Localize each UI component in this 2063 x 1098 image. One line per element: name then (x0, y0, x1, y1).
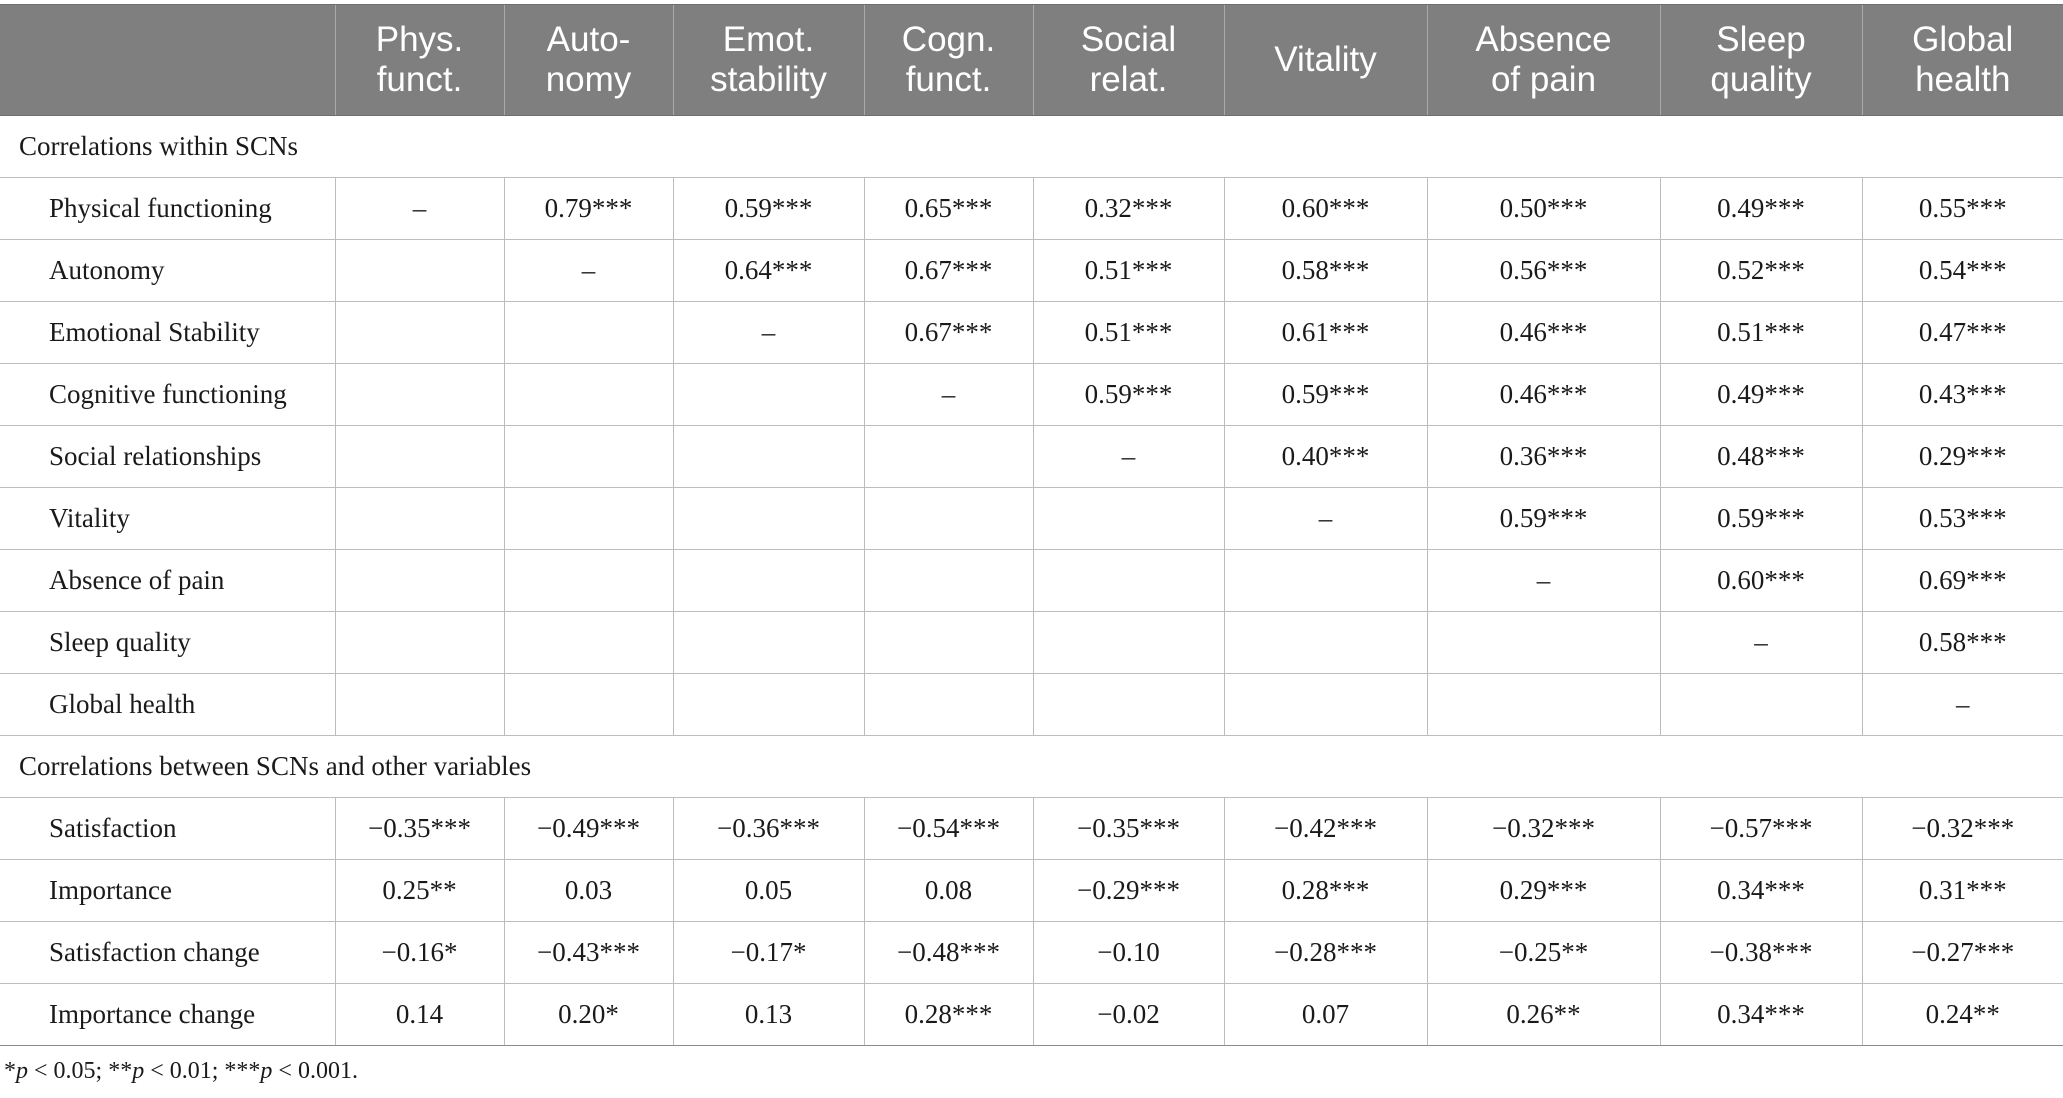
footnote-p-symbol: p (132, 1058, 145, 1084)
table-cell (1427, 612, 1660, 674)
table-cell: 0.28*** (1224, 860, 1427, 922)
table-cell: 0.51*** (1033, 302, 1224, 364)
table-cell (1033, 612, 1224, 674)
table-cell: 0.61*** (1224, 302, 1427, 364)
table-body (0, 116, 2063, 1046)
table-row (0, 302, 2063, 364)
table-cell (335, 550, 504, 612)
footnote-stars: ** (108, 1058, 133, 1084)
table-cell (864, 426, 1033, 488)
table-cell (864, 550, 1033, 612)
header-corner-cell (0, 5, 335, 116)
table-cell: 0.03 (504, 860, 673, 922)
table-row (0, 488, 2063, 550)
row-label: Importance (0, 860, 335, 922)
table-cell: −0.35*** (335, 798, 504, 860)
table-cell: – (1033, 426, 1224, 488)
table-cell: 0.08 (864, 860, 1033, 922)
table-cell (673, 488, 864, 550)
table-cell: 0.46*** (1427, 364, 1660, 426)
table-cell (1033, 488, 1224, 550)
table-cell: 0.51*** (1660, 302, 1862, 364)
row-label: Satisfaction change (0, 922, 335, 984)
table-cell (673, 364, 864, 426)
table-cell: 0.36*** (1427, 426, 1660, 488)
table-cell: 0.53*** (1862, 488, 2063, 550)
table-cell: −0.38*** (1660, 922, 1862, 984)
footnote-stars: * (4, 1058, 16, 1084)
table-cell (864, 488, 1033, 550)
table-cell: −0.54*** (864, 798, 1033, 860)
table-row (0, 674, 2063, 736)
table-cell: 0.58*** (1224, 240, 1427, 302)
table-cell (504, 426, 673, 488)
row-label: Emotional Stability (0, 302, 335, 364)
table-row (0, 364, 2063, 426)
column-header-line2: stability (710, 60, 827, 99)
footnote-threshold: < 0.05; (28, 1058, 109, 1084)
table-cell (673, 426, 864, 488)
table-cell: 0.59*** (1224, 364, 1427, 426)
table-cell: – (1660, 612, 1862, 674)
table-cell: 0.20* (504, 984, 673, 1046)
table-row (0, 426, 2063, 488)
table-cell: 0.67*** (864, 240, 1033, 302)
table-cell: 0.59*** (673, 178, 864, 240)
table-cell: 0.79*** (504, 178, 673, 240)
table-cell: – (1224, 488, 1427, 550)
row-label: Physical functioning (0, 178, 335, 240)
table-cell: −0.35*** (1033, 798, 1224, 860)
table-cell: −0.29*** (1033, 860, 1224, 922)
column-header-line1: Absence (1475, 20, 1612, 59)
table-cell (1224, 612, 1427, 674)
row-label: Cognitive functioning (0, 364, 335, 426)
section-title: Correlations between SCNs and other variables (0, 736, 2063, 798)
table-cell (335, 426, 504, 488)
column-header (1033, 5, 1224, 116)
table-cell (673, 612, 864, 674)
table-cell: −0.28*** (1224, 922, 1427, 984)
table-cell: – (1427, 550, 1660, 612)
table-cell: – (504, 240, 673, 302)
table-row (0, 550, 2063, 612)
column-header-line1: Emot. (722, 20, 815, 59)
column-header (1427, 5, 1660, 116)
table-cell: 0.59*** (1660, 488, 1862, 550)
row-label: Importance change (0, 984, 335, 1046)
significance-footnote (4, 1058, 358, 1085)
column-header (1660, 5, 1862, 116)
table-cell: 0.67*** (864, 302, 1033, 364)
table-row (0, 612, 2063, 674)
table-cell: – (673, 302, 864, 364)
row-label: Autonomy (0, 240, 335, 302)
table-cell: 0.34*** (1660, 984, 1862, 1046)
row-label: Absence of pain (0, 550, 335, 612)
table-cell: 0.07 (1224, 984, 1427, 1046)
column-header (1224, 5, 1427, 116)
table-cell: 0.59*** (1033, 364, 1224, 426)
table-cell: 0.40*** (1224, 426, 1427, 488)
table-cell (504, 302, 673, 364)
table-cell: 0.54*** (1862, 240, 2063, 302)
table-cell: 0.69*** (1862, 550, 2063, 612)
table-cell: – (1862, 674, 2063, 736)
table-cell: 0.32*** (1033, 178, 1224, 240)
table-cell (335, 612, 504, 674)
table-cell: −0.49*** (504, 798, 673, 860)
table-cell: 0.25** (335, 860, 504, 922)
table-cell: 0.29*** (1862, 426, 2063, 488)
table-cell (1224, 674, 1427, 736)
footnote-stars: *** (224, 1058, 261, 1084)
table-cell (504, 612, 673, 674)
column-header (504, 5, 673, 116)
table-cell (673, 550, 864, 612)
column-header-line2: funct. (905, 60, 992, 99)
column-header-line1: Cogn. (901, 20, 996, 59)
column-header-line1: Phys. (375, 20, 464, 59)
table-cell: 0.46*** (1427, 302, 1660, 364)
table-cell: −0.48*** (864, 922, 1033, 984)
table-cell: 0.49*** (1660, 364, 1862, 426)
column-header-line2: quality (1710, 60, 1812, 99)
table-cell: 0.64*** (673, 240, 864, 302)
table-cell: 0.59*** (1427, 488, 1660, 550)
table-cell: 0.55*** (1862, 178, 2063, 240)
row-label: Vitality (0, 488, 335, 550)
column-header (673, 5, 864, 116)
row-label: Social relationships (0, 426, 335, 488)
table-row (0, 240, 2063, 302)
table-cell: 0.52*** (1660, 240, 1862, 302)
table-cell: 0.51*** (1033, 240, 1224, 302)
column-header-line2: funct. (376, 60, 463, 99)
footnote-threshold: < 0.01; (144, 1058, 225, 1084)
table-cell: 0.14 (335, 984, 504, 1046)
table-cell (335, 364, 504, 426)
table-cell: −0.16* (335, 922, 504, 984)
table-cell: 0.65*** (864, 178, 1033, 240)
table-cell (673, 674, 864, 736)
table-cell (1427, 674, 1660, 736)
table-cell: 0.26** (1427, 984, 1660, 1046)
table-cell: 0.50*** (1427, 178, 1660, 240)
table-cell (864, 612, 1033, 674)
column-header-line2: relat. (1089, 60, 1168, 99)
table-cell (335, 240, 504, 302)
column-header-line2: nomy (545, 60, 632, 99)
table-header (0, 5, 2063, 116)
table-cell: 0.58*** (1862, 612, 2063, 674)
table-row (0, 178, 2063, 240)
table-cell (504, 674, 673, 736)
table-cell (335, 488, 504, 550)
table-cell (1224, 550, 1427, 612)
correlation-table (0, 4, 2063, 1046)
table-cell (1033, 550, 1224, 612)
table-cell: −0.42*** (1224, 798, 1427, 860)
column-header-line1: Vitality (1274, 40, 1377, 79)
table-cell (335, 302, 504, 364)
table-cell: 0.60*** (1224, 178, 1427, 240)
header-row (0, 5, 2063, 116)
column-header-line1: Global (1912, 20, 2014, 59)
table-row (0, 922, 2063, 984)
row-label: Sleep quality (0, 612, 335, 674)
table-cell (504, 488, 673, 550)
table-cell: 0.48*** (1660, 426, 1862, 488)
table-row (0, 984, 2063, 1046)
column-header-line1: Sleep (1716, 20, 1806, 59)
table-cell (1033, 674, 1224, 736)
table-cell: −0.43*** (504, 922, 673, 984)
table-cell: 0.47*** (1862, 302, 2063, 364)
table-cell: −0.32*** (1427, 798, 1660, 860)
table-cell: 0.60*** (1660, 550, 1862, 612)
table-cell: −0.02 (1033, 984, 1224, 1046)
table-cell (1660, 674, 1862, 736)
table-cell: – (864, 364, 1033, 426)
table-cell: −0.57*** (1660, 798, 1862, 860)
table-row (0, 798, 2063, 860)
column-header (1862, 5, 2063, 116)
footnote-threshold: < 0.001. (272, 1058, 358, 1084)
section-row (0, 736, 2063, 798)
table-cell: 0.24** (1862, 984, 2063, 1046)
column-header-line1: Social (1080, 20, 1177, 59)
table-cell: −0.36*** (673, 798, 864, 860)
column-header (335, 5, 504, 116)
column-header-line1: Auto- (546, 20, 631, 59)
table-cell: −0.32*** (1862, 798, 2063, 860)
table-cell (864, 674, 1033, 736)
table-cell: 0.28*** (864, 984, 1033, 1046)
column-header (864, 5, 1033, 116)
table-cell: −0.17* (673, 922, 864, 984)
section-row (0, 116, 2063, 178)
table-cell: – (335, 178, 504, 240)
row-label: Global health (0, 674, 335, 736)
table-cell: 0.29*** (1427, 860, 1660, 922)
table-cell: −0.25** (1427, 922, 1660, 984)
table-cell: 0.34*** (1660, 860, 1862, 922)
table-cell: −0.27*** (1862, 922, 2063, 984)
table-cell: −0.10 (1033, 922, 1224, 984)
table-cell: 0.05 (673, 860, 864, 922)
table-row (0, 860, 2063, 922)
table-cell (335, 674, 504, 736)
table-cell (504, 550, 673, 612)
footnote-p-symbol: p (16, 1058, 28, 1084)
table-cell: 0.49*** (1660, 178, 1862, 240)
table-cell (504, 364, 673, 426)
table-cell: 0.43*** (1862, 364, 2063, 426)
table-cell: 0.13 (673, 984, 864, 1046)
row-label: Satisfaction (0, 798, 335, 860)
table-cell: 0.31*** (1862, 860, 2063, 922)
section-title: Correlations within SCNs (0, 116, 2063, 178)
table-cell: 0.56*** (1427, 240, 1660, 302)
column-header-line2: health (1915, 60, 2011, 99)
footnote-p-symbol: p (260, 1058, 273, 1084)
column-header-line2: of pain (1490, 60, 1597, 99)
